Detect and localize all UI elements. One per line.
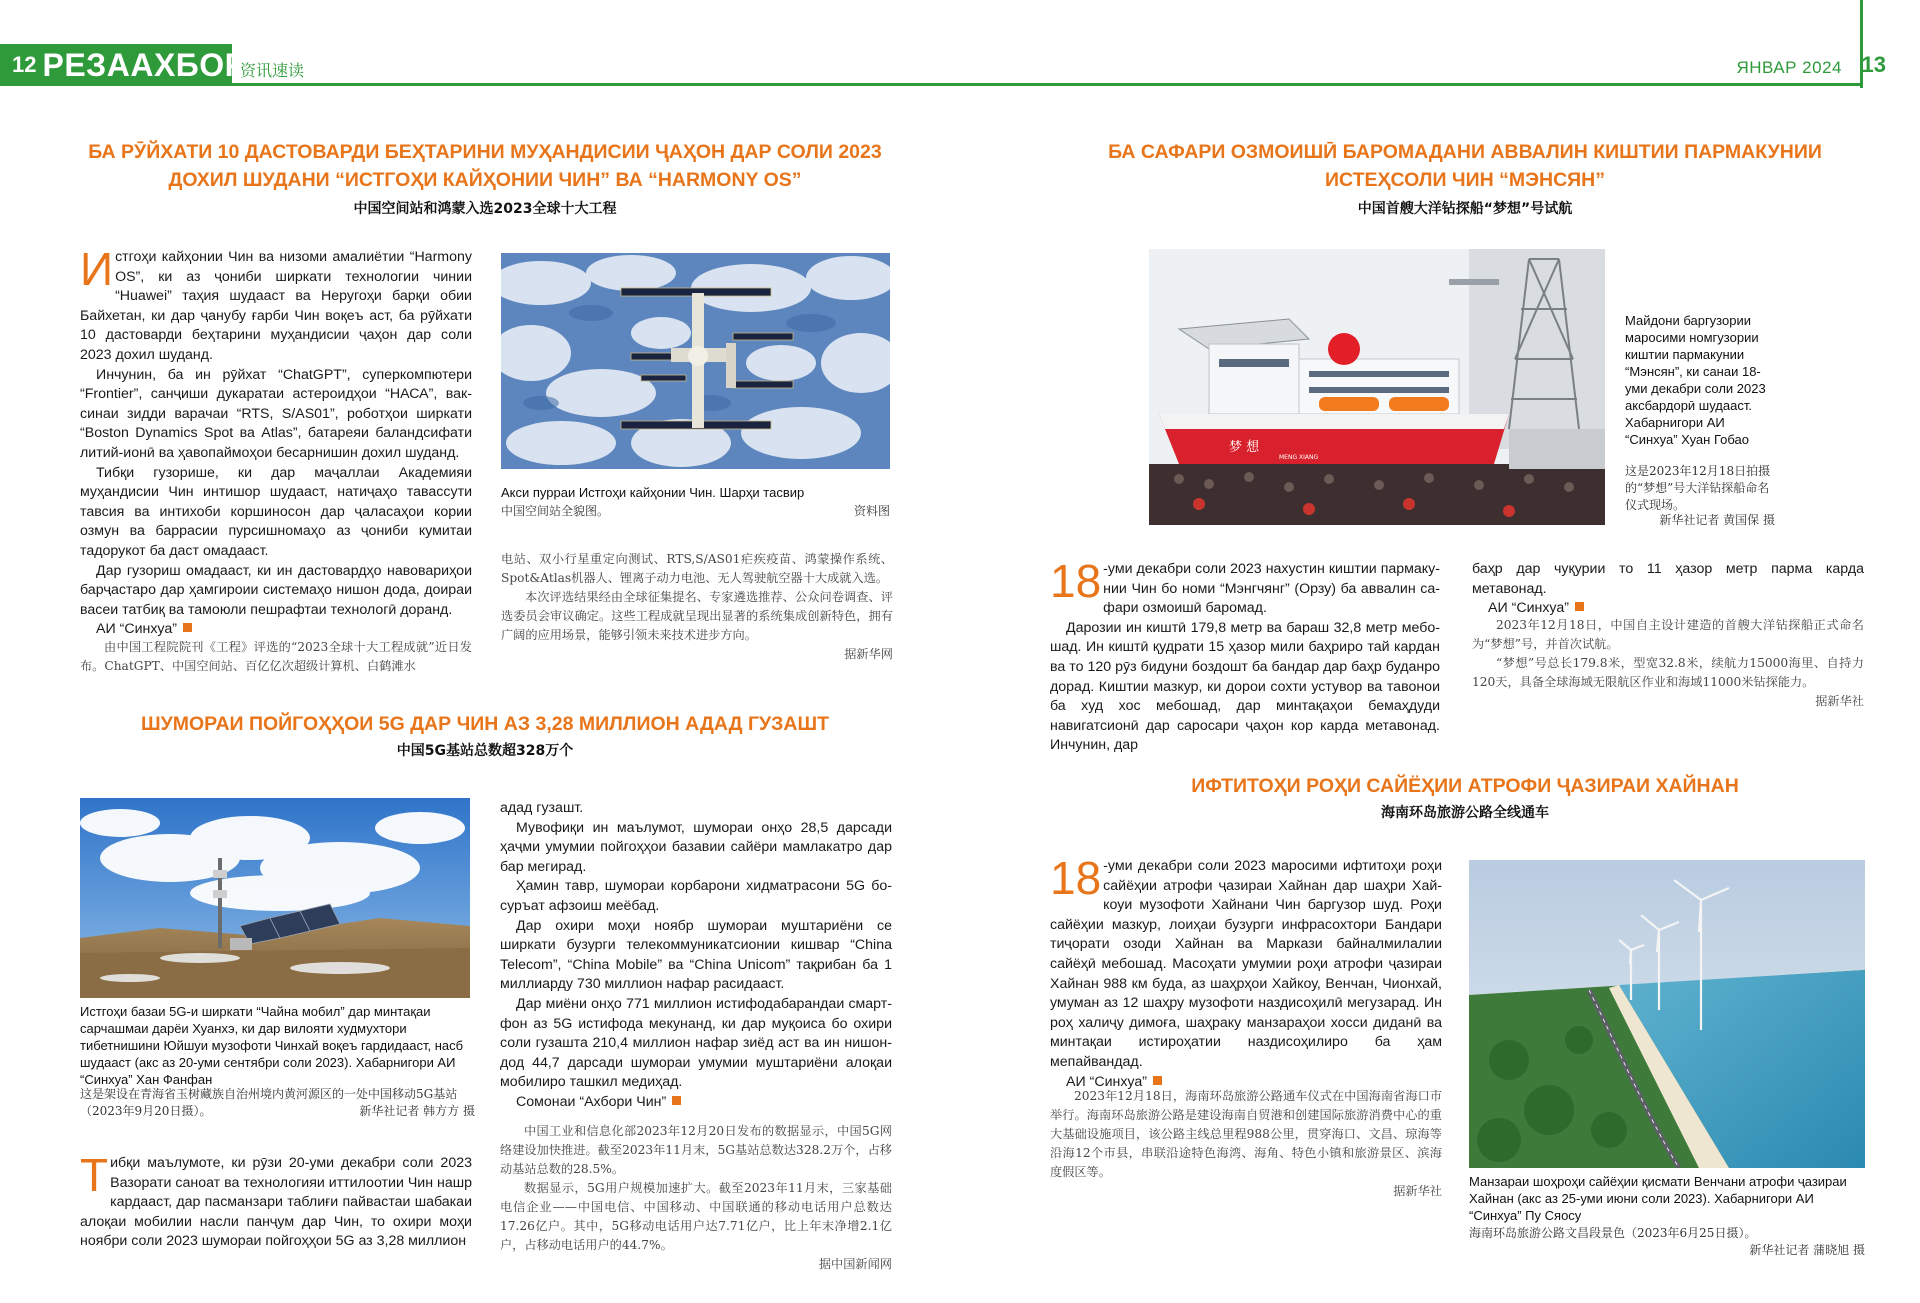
page-header-bar — [0, 44, 1862, 86]
5g-cjk-paragraph: 数据显示，5G用户规模加速扩大。截至2023年11月末，三家基础电信企业——中国电信、中国移动、中国联通的移动电话用户总数达17.26亿户。其中，5G移动电话用户达7.71亿户，比上年末净增2.1亿户，占移动电话用户的44.7%。 — [500, 1181, 892, 1252]
5g-article-body-right — [500, 799, 892, 1113]
drop-cap: Т — [80, 1149, 109, 1201]
space-photo-caption-cn: 中国空间站全貌图。 — [501, 504, 610, 518]
space-cjk-right — [501, 550, 893, 664]
magazine-subtitle: 资讯速读 — [240, 61, 305, 80]
ship-cjk-paragraph: “梦想”号总长179.8米，型宽32.8米，续航力15000海里、自持力120天，具备全球海域无限航区作业和海域11000米钻探能力。 — [1472, 656, 1864, 689]
signature: Сомонаи “Ахбори Чин” — [516, 1093, 667, 1110]
5g-article-subtitle: 中国5G基站总数超328万个 — [396, 743, 574, 759]
drop-cap: 18 — [1050, 852, 1102, 904]
right-page-number: 13 — [1861, 52, 1886, 77]
road-photo-caption-cn: 海南环岛旅游公路文昌段景色（2023年6月25日摄）。 — [1469, 1226, 1757, 1240]
signature: АИ “Синхуа” — [1488, 600, 1569, 617]
ship-article-body-right — [1472, 560, 1864, 619]
5g-cjk-paragraph: 中国工业和信息化部2023年12月20日发布的数据显示，中国5G网络建设加快推进。截至2023年11月末，5G基站总数达328.2万个，占移动基站总数的28.5%。 — [500, 1124, 892, 1176]
5g-base-station-photo — [80, 798, 470, 998]
space-paragraph: Тибқи гузорише, ки дар маҷаллаи Академияи муҳандисии Чин интишор шудааст, натиҷаҳо тавассути тавсия ва интихоби коршиносон дар ҷаласаҳои кории озмун ва баррасии пурсишномаҳо аз ҷониби кумитаи тадорукот ба даст омадааст. — [80, 464, 472, 559]
space-paragraph: Инчунин, ба ин рӯйхат “ChatGPT”, суперкомпютери “Frontier”, санҷиши дукаратаи астероидҳои “НАСА”, ваксинаи зидди варачаи “RTS, S/AS01”, роботҳои ширкати “Boston Dynamics Spot ва Atlas”, батареяи баландсифати литий-ионӣ ва ҳавопаймоҳои бесарнишин дохил шуданд. — [80, 366, 472, 461]
road-cjk — [1050, 1087, 1442, 1201]
ship-photo-caption-cn: 这是2023年12月18日拍摄的“梦想”号大洋钻探船命名仪式现场。 — [1625, 464, 1771, 512]
magazine-title: РЕЗААХБОР — [42, 46, 247, 83]
end-mark-icon — [1575, 602, 1584, 611]
ship-paragraph: Дарозии ин киштӣ 179,8 метр ва бараш 32,8 метр мебошад. Ин киштӣ қудрати 15 ҳазор мили баҳриро тай кардан ва то 120 рӯз бидуни боздошт ба бандар дар баҳр буданро дорад. Киштии мазкур, ки дорои сохти устувор ва тавонои ба худ хос мебошад, дар минтақаҳои бемаҳдуди навигатсионӣ дар саросари ҷаҳон кор карда метавонад. Инчунин, дар — [1050, 619, 1440, 754]
ship-paragraph: баҳр дар чуқурии то 11 ҳазор метр парма карда метавонад. — [1472, 561, 1864, 597]
space-cjk-paragraph: 由中国工程院院刊《工程》评选的“2023全球十大工程成就”近日发布。ChatGPT、中国空间站、百亿亿次超级计算机、白鹤滩水 — [80, 640, 472, 673]
space-photo-caption: Акси пурраи Истгоҳи кайҳонии Чин. Шарҳи тасвир — [501, 485, 805, 500]
road-photo-caption: Манзараи шоҳроҳи сайёҳии қисмати Венчани атрофи ҷазираи Хайнан (акс аз 25-уми июни соли 2023). Хабарнигори АИ “Синхуа” Пу Сяосу — [1469, 1174, 1847, 1223]
ship-cjk-paragraph: 2023年12月18日，中国自主设计建造的首艘大洋钻探船正式命名为“梦想”号，并首次试航。 — [1472, 618, 1864, 651]
drop-cap: И — [80, 243, 114, 295]
5g-photo-caption: Истгоҳи базаи 5G-и ширкати “Чайна мобил” дар минтақаи сарчашмаи дарёи Хуанхэ, ки дар вилояти худмухтори тибетнишини Юйшуи музофоти Чинхай воқеъ гардидааст, насб шудааст (акс аз 20-уми сентябри соли 2023). Хабарнигори АИ “Синхуа” Хан Фанфан — [80, 1004, 464, 1087]
ship-article-subtitle: 中国首艘大洋钻探船“梦想”号试航 — [1357, 201, 1573, 217]
5g-paragraph: ибқи маълумоте, ки рӯзи 20-уми декабри соли 2023 Вазорати саноат ва технологияи иттилоотии Чин нашр кардааст, дар пасманзари таблиғи пайвастаи шабакаи алоқаи мобилии насли панҷум дар Чин, то охири моҳи ноябри соли 2023 шумораи пойгоҳҳои 5G аз 3,28 миллион — [80, 1155, 472, 1250]
end-mark-icon — [1153, 1076, 1162, 1085]
road-article-body — [1050, 852, 1442, 1092]
5g-cjk-source: 据中国新闻网 — [818, 1257, 892, 1271]
5g-photo-credit: 新华社记者 韩方方 摄 — [359, 1104, 475, 1118]
ship-article-body-left — [1050, 555, 1440, 756]
5g-paragraph: Дар охири моҳи ноябр шумораи муштариёни се ширкати бузурги телекоммуникатсионии кишвар “China Telecom”, “China Mobile” ва “China Unicom” тақрибан ба 1 миллиарду 730 миллион нафар расидааст. — [500, 917, 892, 993]
road-paragraph: -уми декабри соли 2023 маросими ифтитоҳи роҳи сайёҳии атрофи ҷазираи Хайнан дар шаҳри Хайкоуи музофоти Хайнани Чин баргузор шуд. Роҳи сайёҳии мазкур, лоиҳаи бузурги инфрасохтори Бандари тиҷорати озоди Хайнан ва Маркази байналмилалии сайёҳӣ мебошад. Масоҳати умумии роҳи атрофи ҷазираи Хайнан 988 км буда, аз шаҳрҳои Хайкоу, Венчан, Чионхай, умуман аз 12 шаҳру музофоти наздисоҳилӣ мегузарад. Ин роҳ халиҷу димоға, шаҳраку манзараҳои хосси диданӣ ва минтақаи истироҳатии наздисоҳилиро ба ҳам мепайвандад. — [1050, 858, 1442, 1070]
end-mark-icon — [672, 1096, 681, 1105]
ship-name-cn: 梦 想 — [1229, 440, 1260, 455]
ship-photo-caption: Майдони баргузории маросими номгузории киштии пармакунии “Мэнсян”, ки санаи 18-уми декабри соли 2023 аксбардорӣ шудааст. Хабарнигори АИ “Синхуа” Хуан Гобао — [1625, 313, 1766, 447]
road-cjk-source: 据新华社 — [1393, 1184, 1442, 1198]
5g-article-title: ШУМОРАИ ПОЙГОҲҲОИ 5G ДАР ЧИН АЗ 3,28 МИЛЛИОН АДАД ГУЗАШТ — [141, 713, 829, 735]
5g-photo-caption-cn: 这是架设在青海省玉树藏族自治州境内黄河源区的一处中国移动5G基站（2023年9月20日摄）。 — [80, 1087, 458, 1118]
ship-name-en: MENG XIANG — [1279, 454, 1319, 461]
road-photo-credit: 新华社记者 蒲晓旭 摄 — [1749, 1243, 1865, 1257]
road-article-title: ИФТИТОҲИ РОҲИ САЙЁҲИИ АТРОФИ ҶАЗИРАИ ХАЙНАН — [1191, 775, 1739, 797]
left-page-number: 12 — [12, 52, 37, 77]
road-cjk-paragraph: 2023年12月18日，海南环岛旅游公路通车仪式在中国海南省海口市举行。海南环岛旅游公路是建设海南自贸港和创建国际旅游消费中心的重大基础设施项目，该公路主线总里程988公里，贯穿海口、文昌、琼海等沿海12个市县，串联沿途特色海湾、海角、特色小镇和旅游景区、滨海度假区等。 — [1050, 1089, 1442, 1179]
end-mark-icon — [183, 623, 192, 632]
space-article-body — [80, 243, 472, 640]
ship-cjk-source: 据新华社 — [1815, 694, 1864, 708]
5g-cjk — [500, 1122, 892, 1274]
space-cjk-source: 据新华网 — [844, 647, 893, 661]
space-photo-source: 资料图 — [853, 504, 890, 518]
ship-article-title: БА САФАРИ ОЗМОИШӢ БАРОМАДАНИ АВВАЛИН КИШТИИ ПАРМАКУНИИ ИСТЕҲСОЛИ ЧИН “МЭНСЯН” — [1108, 141, 1822, 191]
signature: АИ “Синхуа” — [1066, 1073, 1147, 1090]
ship-photo — [1149, 249, 1605, 525]
ship-paragraph: -уми декабри соли 2023 нахустин киштии пармакунии Чин бо номи “Мэнгчянг” (Орзу) ба аввалин сафари озмоишӣ баромад. — [1103, 561, 1440, 617]
5g-article-body-left — [80, 1149, 472, 1252]
5g-paragraph: адад гузашт. — [500, 800, 584, 816]
space-station-photo — [501, 253, 890, 469]
road-article-subtitle: 海南环岛旅游公路全线通车 — [1381, 805, 1549, 821]
space-article-subtitle: 中国空间站和鸿蒙入选2023全球十大工程 — [353, 201, 617, 217]
space-paragraph: Дар гузориш омадааст, ки ин дастовардҳо навовариҳои барҷастаро дар ҳамгироии системаҳо нишон дода, доираи васеи татбиқ ва тамоюли пешрафтаи технологӣ доранд. — [80, 562, 472, 618]
space-paragraph: стгоҳи кайҳонии Чин ва низоми амалиётии “Harmony OS”, ки аз ҷониби ширкати технологии чинии “Huawei” таҳия шудааст ва Неругоҳи барқи обии Байхетан, ки дар ҷанубу ғарби Чин воқеъ аст, ба рӯйхати 10 дастоварди беҳтарини муҳандисии ҷаҳон дар соли 2023 дохил шуданд. — [80, 249, 472, 363]
space-cjk-paragraph: 本次评选结果经由全球征集提名、专家遴选推荐、公众问卷调查、评选委员会审议确定。这些工程成就呈现出显著的系统集成创新特色，拥有广阔的应用场景，能够引领未来技术进步方向。 — [501, 590, 893, 642]
5g-paragraph: Мувофиқи ин маълумот, шумораи онҳо 28,5 дарсади ҳаҷми умумии пойгоҳҳои базавии сайёри мамлакатро дар бар мегирад. — [500, 819, 892, 875]
signature: АИ “Синхуа” — [96, 621, 177, 638]
space-cjk-left — [80, 638, 472, 676]
space-article-title: БА РӮЙХАТИ 10 ДАСТОВАРДИ БЕҲТАРИНИ МУҲАНДИСИИ ҶАҲОН ДАР СОЛИ 2023 ДОХИЛ ШУДАНИ “ИСТГОҲИ КАЙҲОНИИ ЧИН” ВА “HARMONY OS” — [88, 141, 882, 191]
ship-photo-credit: 新华社记者 黄国保 摄 — [1659, 513, 1775, 527]
ship-cjk — [1472, 616, 1864, 711]
issue-date: ЯНВАР 2024 — [1736, 58, 1842, 77]
drop-cap: 18 — [1050, 555, 1102, 607]
space-cjk-paragraph: 电站、双小行星重定向测试、RTS,S/AS01疟疾疫苗、鸿蒙操作系统、Spot&Atlas机器人、锂离子动力电池、无人驾驶航空器十大成就入选。 — [501, 552, 893, 585]
magazine-badge — [0, 44, 247, 86]
5g-paragraph: Дар миёни онҳо 771 миллион истифодабарандаи смартфон аз 5G истифода мекунанд, ки дар муқоиса бо охири соли гузашта 210,4 миллион нафар зиёд аст ва ин нишондод 44,7 дарсади шумораи умумии муштариёни алоқаи мобилиро ташкил медиҳад. — [500, 995, 892, 1091]
5g-paragraph: Ҳамин тавр, шумораи корбарони хидматрасони 5G босуръат афзоиш меёбад. — [500, 878, 892, 914]
hainan-road-photo — [1469, 860, 1865, 1168]
